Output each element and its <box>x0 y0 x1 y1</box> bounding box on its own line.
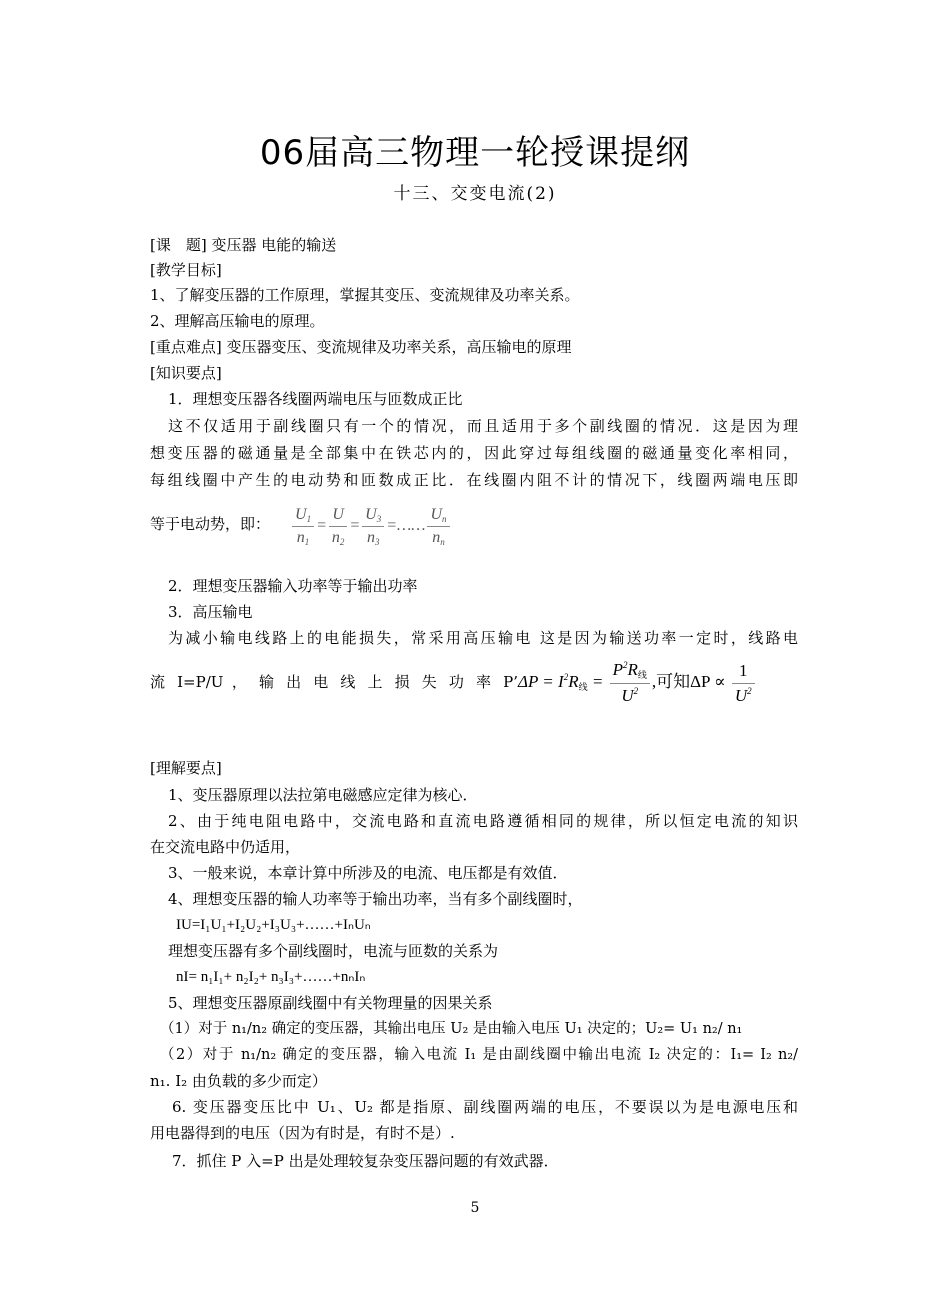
understanding-5-2-line2: n₁. I₂ 由负载的多少而定） <box>150 1072 327 1090</box>
understanding-6-line2: 用电器得到的电压（因为有时是，有时不是）. <box>150 1124 455 1142</box>
understanding-2-line1: 2、由于纯电阻电路中，交流电路和直流电路遵循相同的规律，所以恒定电流的知识 <box>168 812 798 830</box>
understanding-4: 4、理想变压器的输人功率等于输出功率，当有多个副线圈时， <box>168 890 583 908</box>
understanding-7: 7．抓住 P 入=P 出是处理较复杂变压器问题的有效武器． <box>172 1152 559 1170</box>
knowledge-3-para-line1: 为减小输电线路上的电能损失，常采用高压输电 这是因为输送功率一定时，线路电 <box>168 629 798 647</box>
fraction-p2r-u2: $\frac{P^2R_线}{U^2}$ <box>610 660 650 706</box>
goal-1: 1、了解变压器的工作原理，掌握其变压、变流规律及功率关系。 <box>150 286 580 304</box>
current-turns-formula: nI= n₁I₁+ n₂I₂+ n₃I₃+……+nₙIₙ <box>176 969 366 985</box>
knowledge-2-title: 2．理想变压器输入功率等于输出功率 <box>168 577 418 595</box>
page-subtitle: 十三、交变电流(2) <box>393 184 557 204</box>
understanding-5-1: （1）对于 n₁/n₂ 确定的变压器，其输出电压 U₂ 是由输入电压 U₁ 决定的；U₂= U₁ n₂/ n₁ <box>160 1021 743 1037</box>
understanding-5-2-line1: （2）对于 n₁/n₂ 确定的变压器，输入电流 I₁ 是由副线圈中输出电流 I₂ 决定的：I₁= I₂ n₂/ <box>160 1047 798 1063</box>
power-sum-formula: IU=I₁U₁+I₂U₂+I₃U₃+……+IₙUₙ <box>176 917 371 933</box>
fraction-u2-n2: $\frac{U}{n_2}$ <box>329 506 348 547</box>
page-number: 5 <box>470 1200 480 1216</box>
fraction-u1-n1: $\frac{U_1}{n_1}$ <box>292 506 314 547</box>
knowledge-1-para-line3: 每组线圈中产生的电动势和匝数成正比．在线圈内阻不计的情况下，线圈两端电压即 <box>150 471 798 489</box>
knowledge-1-para-line2: 想变压器的磁通量是全部集中在铁芯内的，因此穿过每组线圈的磁通量变化率相同， <box>150 444 798 462</box>
voltage-ratio-formula: $\frac{U_1}{n_1}$ = $\frac{U}{n_2}$ = $\frac{U_3}{n_3}$ =…… $\frac{U_n}{n_n}$ <box>290 506 452 547</box>
power-loss-formula: $\Delta P = I^2R_线$ = $\frac{P^2R_线}{U^2}$ ,可知ΔP ∝ $\frac{1}{U^2}$ <box>518 660 757 706</box>
goal-2: 2、理解高压输电的原理。 <box>150 312 325 330</box>
understanding-heading: [理解要点] <box>150 759 222 777</box>
understanding-4-b: 理想变压器有多个副线圈时，电流与匝数的关系为 <box>168 942 499 960</box>
key-points: [重点难点] 变压器变压、变流规律及功率关系，高压输电的原理 <box>150 338 572 356</box>
fraction-u3-n3: $\frac{U_3}{n_3}$ <box>362 506 384 547</box>
goals-heading: [教学目标] <box>150 261 222 279</box>
knowledge-heading: [知识要点] <box>150 364 222 382</box>
knowledge-1-title: 1．理想变压器各线圈两端电压与匝数成正比 <box>168 390 463 408</box>
understanding-3: 3、一般来说，本章计算中所涉及的电流、电压都是有效值． <box>168 864 568 882</box>
fraction-1-u2: $\frac{1}{U^2}$ <box>732 661 755 706</box>
understanding-5: 5、理想变压器原副线圈中有关物理量的因果关系 <box>168 994 493 1012</box>
knowledge-3-title: 3．高压输电 <box>168 603 253 621</box>
understanding-1: 1、变压器原理以法拉第电磁感应定律为核心． <box>168 786 478 804</box>
understanding-2-line2: 在交流电路中仍适用， <box>150 838 301 856</box>
knowledge-1-para-line1: 这不仅适用于副线圈只有一个的情况，而且适用于多个副线圈的情况．这是因为理 <box>168 417 798 435</box>
understanding-6-line1: 6. 变压器变压比中 U₁、U₂ 都是指原、副线圈两端的电压，不要误以为是电源电压和 <box>172 1098 798 1116</box>
knowledge-1-para-line4: 等于电动势，即： <box>150 515 271 533</box>
topic-line: [课 题] 变压器 电能的输送 <box>150 236 337 254</box>
fraction-un-nn: $\frac{U_n}{n_n}$ <box>427 506 449 547</box>
page-title: 06届高三物理一轮授课提纲 <box>259 133 691 173</box>
knowledge-3-para-line2: 流 I=P/U ， 输 出 电 线 上 损 失 功 率 P’ <box>150 673 518 691</box>
